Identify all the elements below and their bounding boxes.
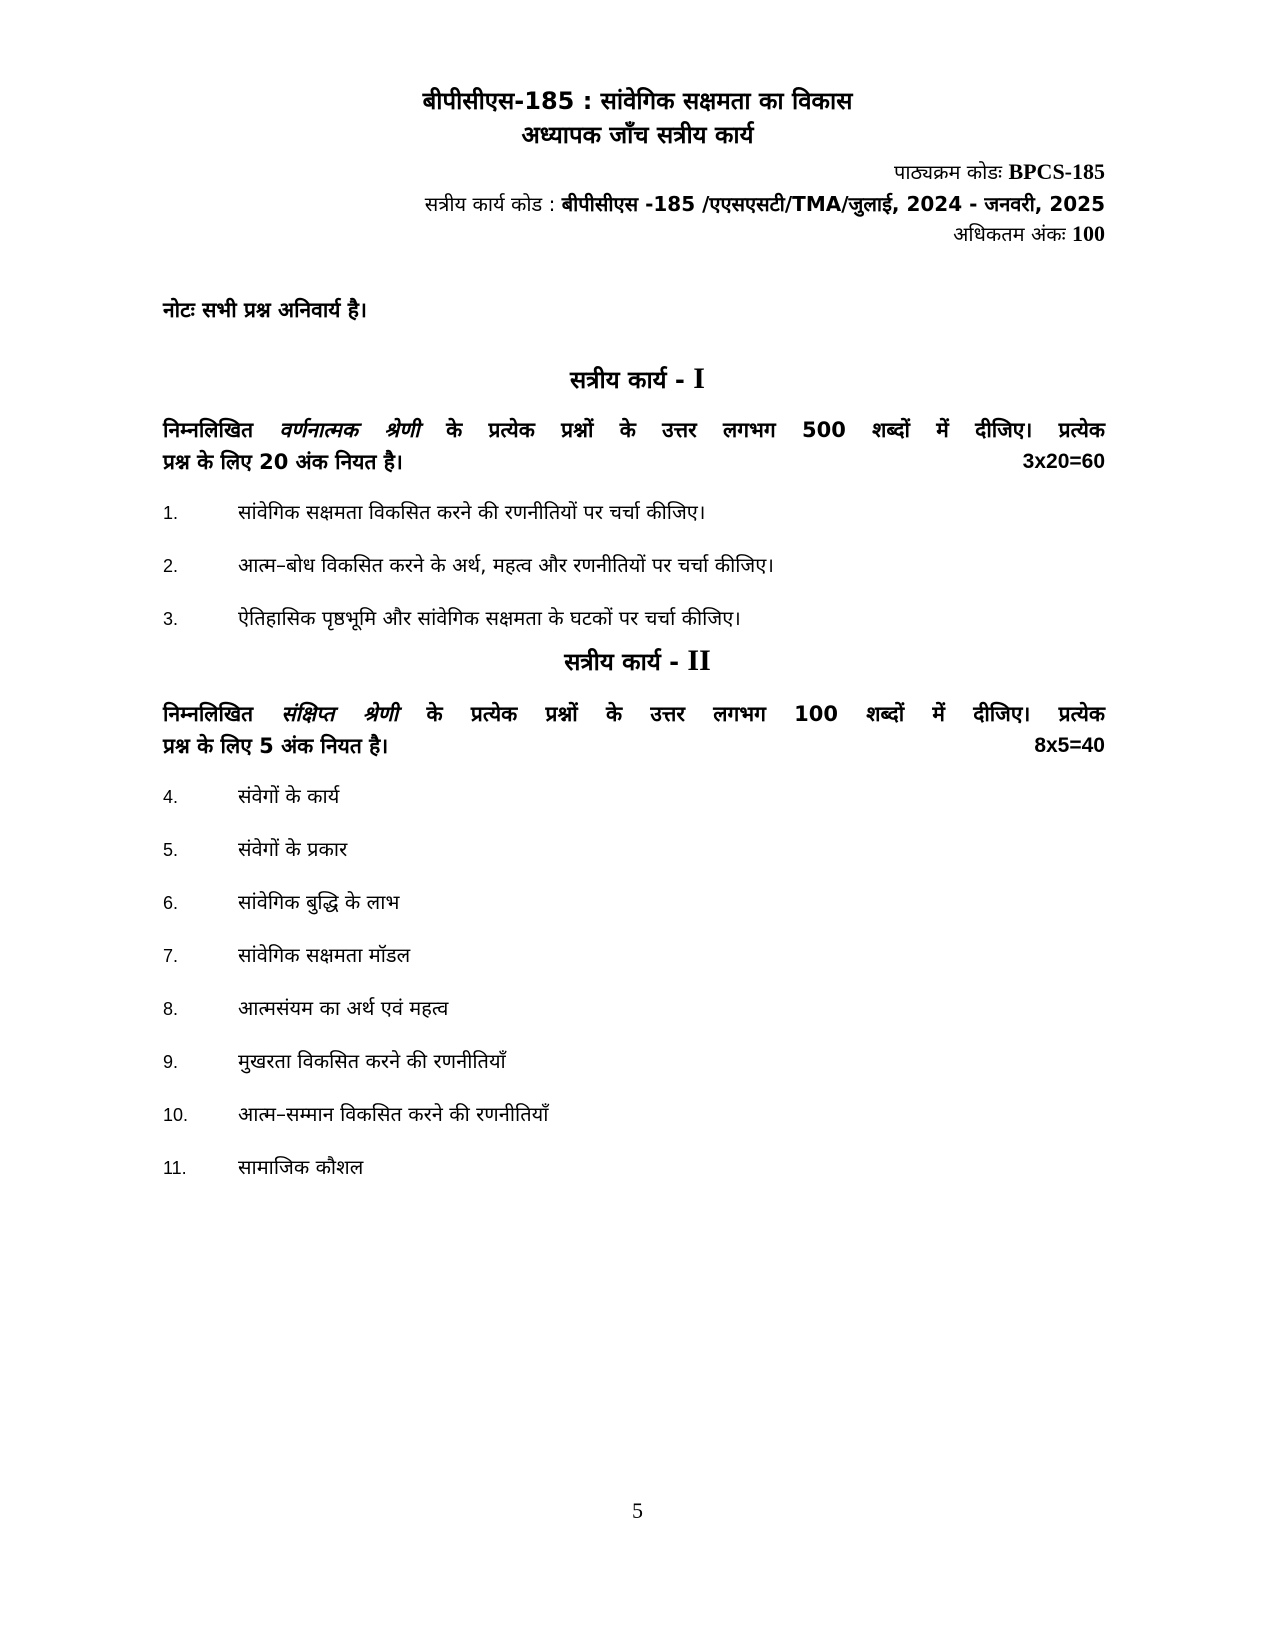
section-2-instr-line1 — [163, 698, 1105, 730]
question-6 — [163, 888, 399, 915]
max-marks-value: 100 — [1072, 221, 1105, 246]
question-text: आत्म–बोध विकसित करने के अर्थ, महत्व और रणनीतियों पर चर्चा कीजिए। — [238, 553, 774, 577]
course-code-label: पाठ्यक्रम कोडः — [894, 160, 1003, 184]
question-8 — [163, 994, 448, 1021]
max-marks-label: अधिकतम अंकः — [953, 222, 1066, 246]
section-1-instructions — [163, 414, 1105, 478]
section-1-instr-after: के प्रत्येक प्रश्नों के उत्तर लगभग 500 शब्दों में दीजिए। प्रत्येक — [446, 418, 1106, 442]
section-2-instr-after: के प्रत्येक प्रश्नों के उत्तर लगभग 100 शब्दों में दीजिए। प्रत्येक — [426, 702, 1105, 726]
question-text: ऐतिहासिक पृष्ठभूमि और सांवेगिक सक्षमता के घटकों पर चर्चा कीजिए। — [238, 606, 741, 630]
question-text: सांवेगिक सक्षमता विकसित करने की रणनीतियों पर चर्चा कीजिए। — [238, 500, 706, 524]
note: नोटः सभी प्रश्न अनिवार्य है। — [163, 298, 367, 322]
question-number: 4. — [163, 787, 179, 807]
section-2-roman: II — [687, 644, 711, 677]
question-number: 1. — [163, 503, 179, 523]
question-text: सांवेगिक बुद्धि के लाभ — [238, 890, 400, 914]
question-9 — [163, 1047, 506, 1074]
section-2-heading — [0, 644, 1275, 678]
course-code — [894, 158, 1105, 185]
section-1-heading — [0, 362, 1275, 396]
question-text: आत्मसंयम का अर्थ एवं महत्व — [238, 996, 449, 1020]
course-code-value: BPCS-185 — [1008, 159, 1105, 184]
section-2-instr-line2 — [163, 730, 1105, 762]
question-10 — [163, 1100, 548, 1127]
question-number: 11. — [163, 1158, 187, 1178]
section-2-heading-text: सत्रीय कार्य - — [564, 648, 680, 676]
question-1 — [163, 498, 705, 525]
question-5 — [163, 835, 347, 862]
question-number: 7. — [163, 946, 179, 966]
question-4 — [163, 782, 339, 809]
question-number: 10. — [163, 1105, 189, 1125]
question-number: 3. — [163, 609, 179, 629]
section-2-instructions — [163, 698, 1105, 762]
section-1-marks: 3x20=60 — [1022, 450, 1105, 473]
assignment-code-value: बीपीसीएस -185 /एएसएसटी/TMA/जुलाई, 2024 - जनवरी, 2025 — [561, 192, 1105, 216]
question-number: 9. — [163, 1052, 179, 1072]
document-subtitle: अध्यापक जाँच सत्रीय कार्य — [521, 121, 754, 149]
question-number: 2. — [163, 556, 179, 576]
question-text: संवेगों के कार्य — [238, 784, 340, 808]
question-text: सांवेगिक सक्षमता मॉडल — [238, 943, 411, 967]
assignment-code — [425, 190, 1105, 217]
section-1-heading-text: सत्रीय कार्य - — [570, 366, 685, 394]
question-number: 5. — [163, 840, 179, 860]
question-11 — [163, 1153, 363, 1180]
section-1-instr-line1 — [163, 414, 1105, 446]
question-text: संवेगों के प्रकार — [238, 837, 348, 861]
question-number: 8. — [163, 999, 179, 1019]
question-text: मुखरता विकसित करने की रणनीतियाँ — [238, 1049, 506, 1073]
question-text: आत्म–सम्मान विकसित करने की रणनीतियाँ — [238, 1102, 549, 1126]
section-1-instr-category: वर्णनात्मक श्रेणी — [279, 418, 420, 442]
question-2 — [163, 551, 774, 578]
section-2-marks: 8x5=40 — [1034, 734, 1105, 757]
max-marks — [953, 220, 1105, 247]
question-number: 6. — [163, 893, 179, 913]
section-2-instr-category: संक्षिप्त श्रेणी — [281, 702, 399, 726]
document-title: बीपीसीएस-185 : सांवेगिक सक्षमता का विकास — [422, 87, 853, 115]
question-3 — [163, 604, 741, 631]
section-1-instr-line2 — [163, 446, 1105, 478]
section-2-instr-line2-text: प्रश्न के लिए 5 अंक नियत है। — [163, 734, 389, 758]
section-1-roman: I — [693, 362, 705, 395]
section-2-instr-before: निम्नलिखित — [163, 702, 254, 726]
question-text: सामाजिक कौशल — [238, 1155, 364, 1179]
page-number: 5 — [632, 1498, 643, 1523]
assignment-code-label: सत्रीय कार्य कोड : — [424, 192, 556, 216]
section-1-instr-line2-text: प्रश्न के लिए 20 अंक नियत है। — [163, 450, 403, 474]
section-1-instr-before: निम्नलिखित — [163, 418, 254, 442]
question-7 — [163, 941, 410, 968]
